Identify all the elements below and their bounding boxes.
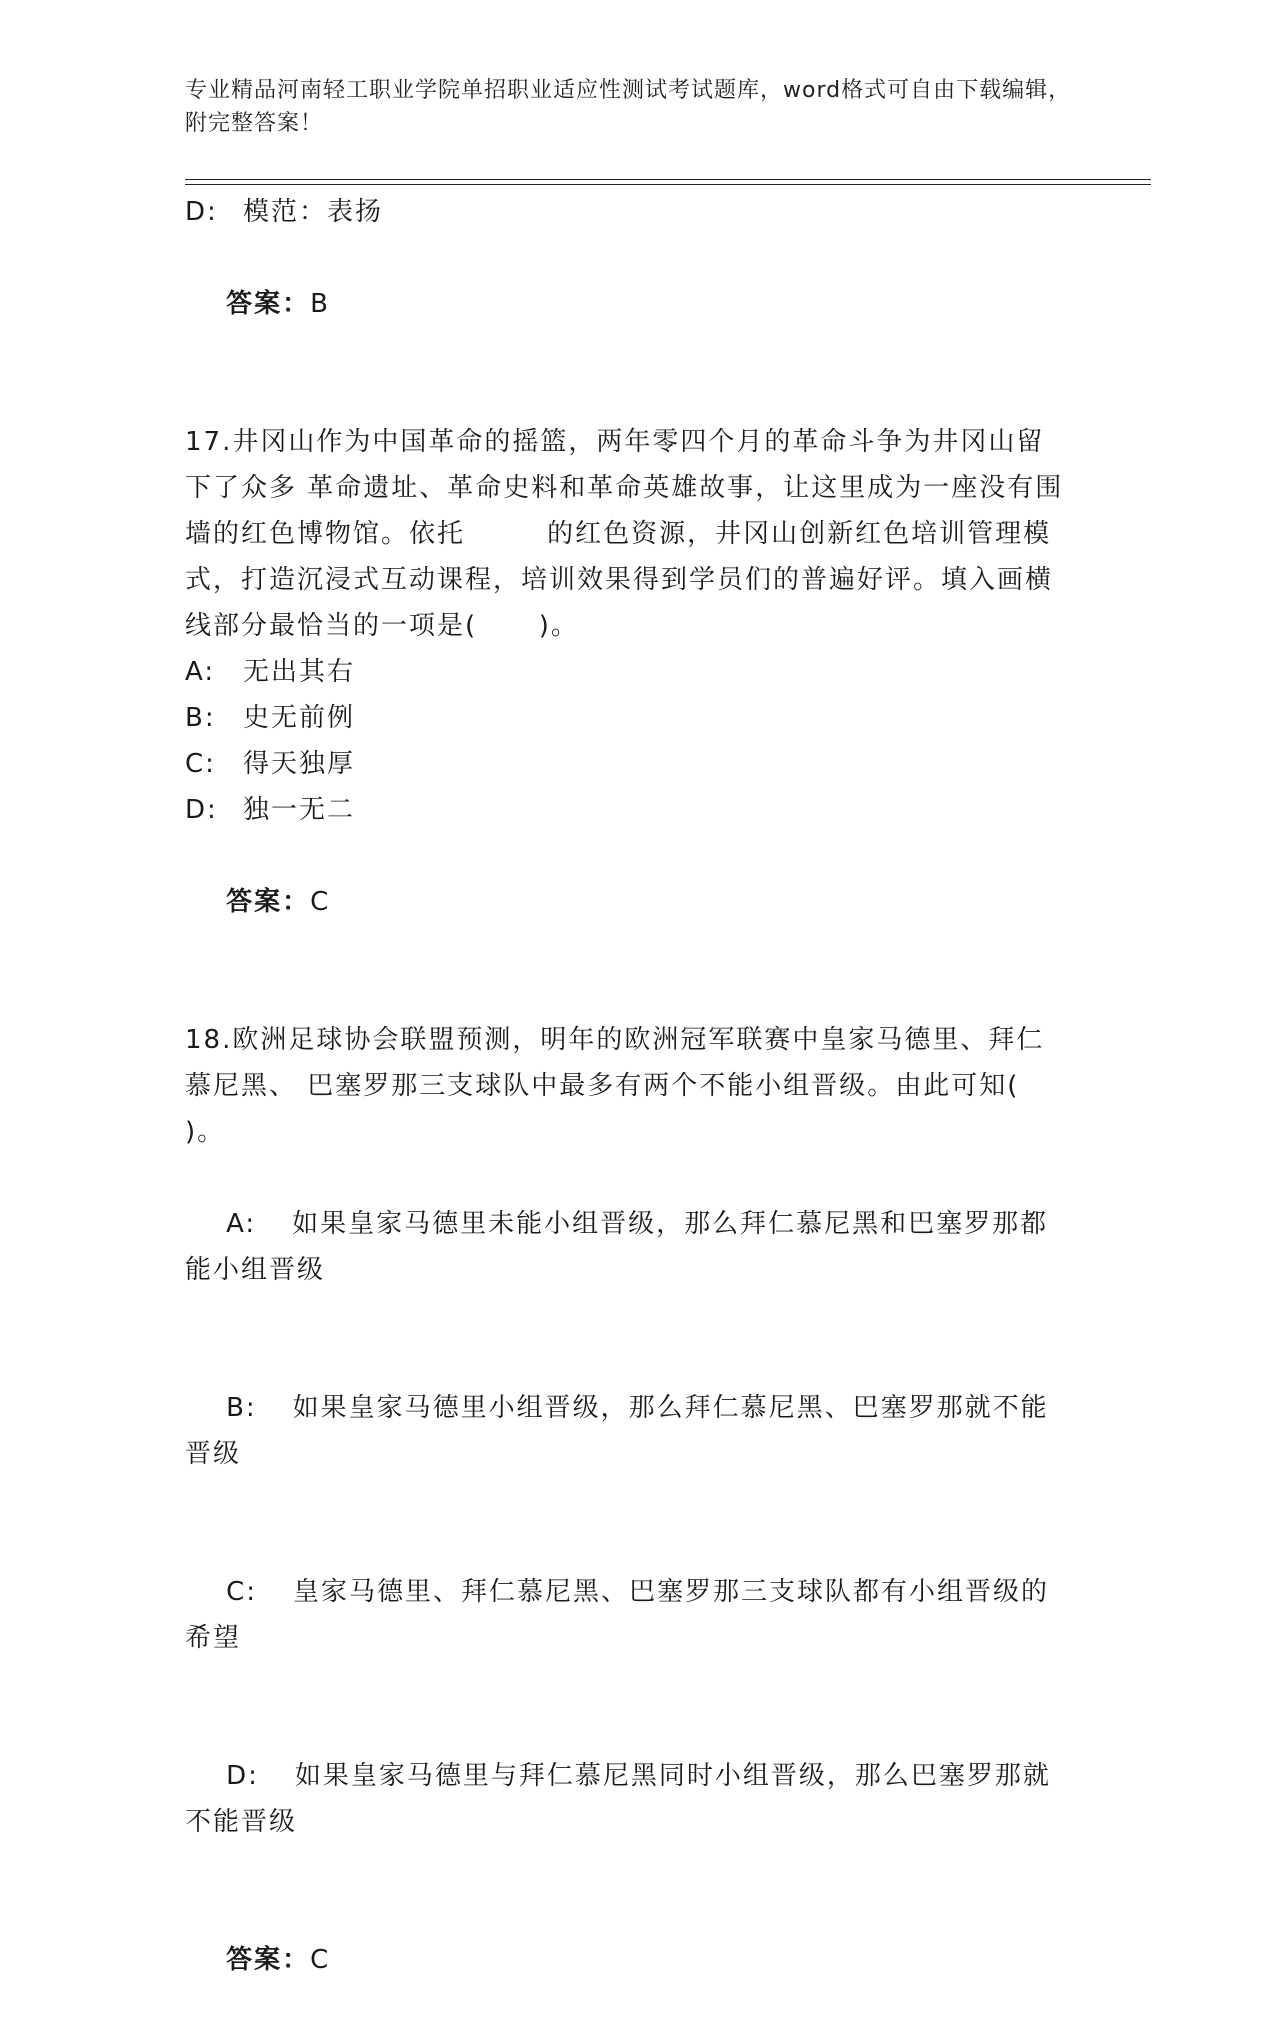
- q17-answer: [185, 833, 1065, 971]
- q17-option-a: [185, 649, 1065, 695]
- document-body: [185, 189, 1082, 2029]
- option-text: 史无前例: [243, 703, 356, 733]
- option-text: 如果皇家马德里与拜仁慕尼黑同时小组晋级，那么巴塞罗那就不能晋级: [185, 1761, 1051, 1837]
- option-text: 得天独厚: [243, 749, 356, 779]
- document-header: [185, 74, 1085, 140]
- header-text: 专业精品河南轻工职业学院单招职业适应性测试考试题库，word格式可自由下载编辑，附完整答案！: [185, 78, 1072, 136]
- option-label: D:: [185, 795, 218, 825]
- option-label: C:: [185, 749, 216, 779]
- option-label: B:: [185, 703, 216, 733]
- option-text: 模范：表扬: [243, 197, 384, 227]
- spacer: [185, 971, 1065, 1017]
- answer-value: C: [310, 1945, 331, 1975]
- q18-answer: [185, 1891, 1065, 2029]
- spacer: [185, 373, 1065, 419]
- option-text: 如果皇家马德里未能小组晋级，那么拜仁慕尼黑和巴塞罗那都能小组晋级: [185, 1209, 1049, 1285]
- answer-value: B: [310, 289, 330, 319]
- header-divider-bottom: [185, 184, 1151, 185]
- option-label: B:: [226, 1393, 257, 1423]
- question-17-stem: 17.井冈山作为中国革命的摇篮，两年零四个月的革命斗争为井冈山留下了众多 革命遗址、革命史料和革命英雄故事，让这里成为一座没有围墙的红色博物馆。依托 的红色资源，井冈山创新红色培训管理模式，打造沉浸式互动课程，培训效果得到学员们的普遍好评。填入画横线部分最恰当的一项是( )。: [185, 427, 1064, 641]
- q18-option-d: [185, 1707, 1065, 1891]
- q17-option-c: [185, 741, 1065, 787]
- q18-option-c: [185, 1523, 1065, 1707]
- option-text: 独一无二: [243, 795, 356, 825]
- answer-value: C: [310, 887, 331, 917]
- answer-label: 答案：: [226, 1945, 311, 1975]
- prev-answer: [185, 235, 1065, 373]
- q18-option-b: [185, 1339, 1065, 1523]
- prev-option-d: [185, 189, 1065, 235]
- header-divider-top: [185, 179, 1151, 180]
- question-18-stem: 18.欧洲足球协会联盟预测，明年的欧洲冠军联赛中皇家马德里、拜仁慕尼黑、 巴塞罗那三支球队中最多有两个不能小组晋级。由此可知( )。: [185, 1025, 1082, 1147]
- option-text: 无出其右: [243, 657, 356, 687]
- q18-option-a: [185, 1155, 1065, 1339]
- option-label: A:: [185, 657, 216, 687]
- option-label: D:: [185, 197, 218, 227]
- q17-option-d: [185, 787, 1065, 833]
- option-label: A:: [226, 1209, 257, 1239]
- option-text: 如果皇家马德里小组晋级，那么拜仁慕尼黑、巴塞罗那就不能晋级: [185, 1393, 1049, 1469]
- option-label: C:: [226, 1577, 257, 1607]
- q17-option-b: [185, 695, 1065, 741]
- answer-label: 答案：: [226, 887, 311, 917]
- answer-label: 答案：: [226, 289, 311, 319]
- option-label: D:: [226, 1761, 259, 1791]
- option-text: 皇家马德里、拜仁慕尼黑、巴塞罗那三支球队都有小组晋级的希望: [185, 1577, 1049, 1653]
